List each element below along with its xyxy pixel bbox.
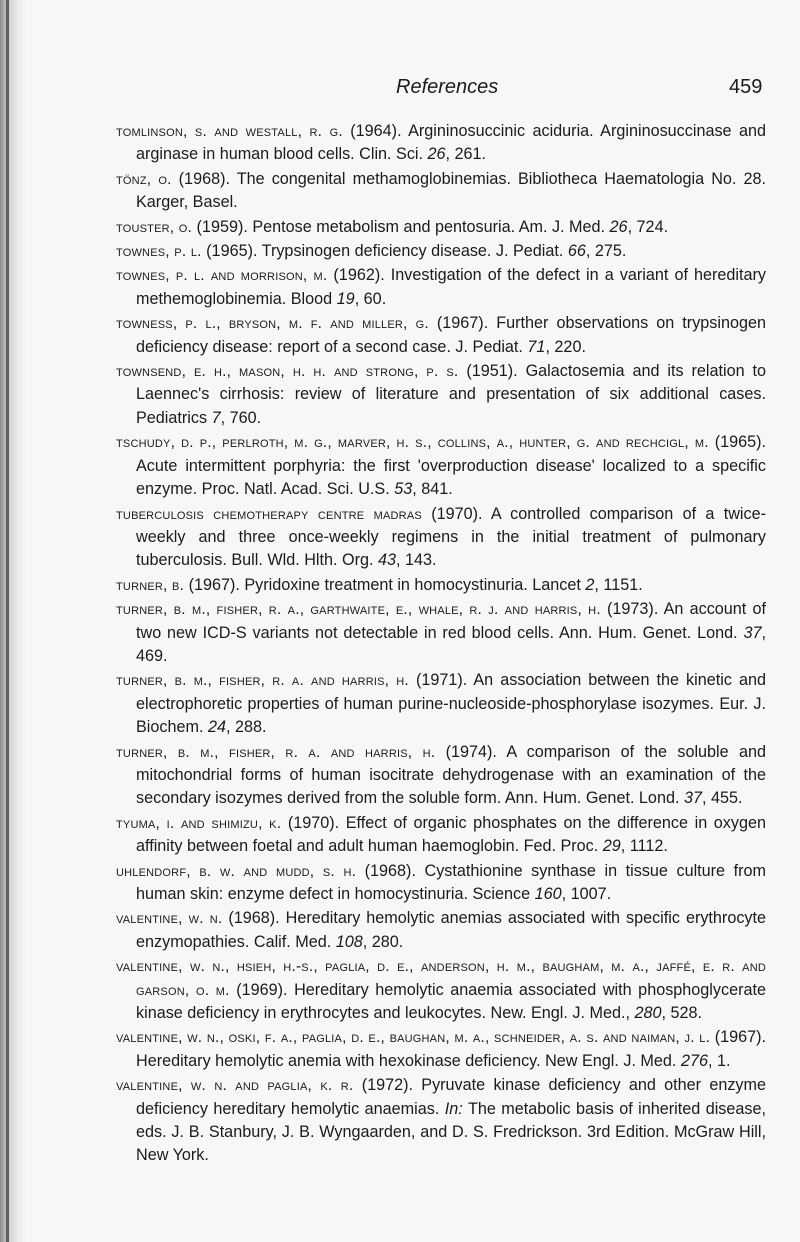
- reference-pages: , 1.: [707, 1051, 731, 1070]
- reference-authors: turner, b. m., fisher, r. a. and harris, h.: [116, 743, 436, 761]
- reference-authors: tönz, o.: [116, 170, 172, 188]
- reference-pages: , 220.: [545, 337, 586, 356]
- reference-authors: towness, p. l., bryson, m. f. and miller, g.: [116, 315, 429, 333]
- page-header: [0, 74, 800, 104]
- reference-volume: 66: [567, 242, 586, 261]
- reference-pages: , 469.: [136, 623, 766, 665]
- reference-entry: [116, 312, 766, 359]
- reference-entry: [116, 168, 766, 215]
- book-binding-shadow: [0, 0, 26, 1242]
- reference-volume: 280: [634, 1004, 662, 1023]
- reference-pages: The metabolic basis of inherited disease, eds. J. B. Stanbury, J. B. Wyngaarden, and D. S. Fredrickson. 3rd Edition. McGraw Hill, New York.: [136, 1099, 766, 1165]
- reference-volume: 26: [427, 145, 446, 164]
- reference-volume: 19: [336, 289, 355, 308]
- reference-entry: [116, 812, 766, 859]
- reference-text: (1964). Argininosuccinic aciduria. Argininosuccinase and arginase in human blood cells. Clin. Sci.: [136, 122, 766, 164]
- reference-pages: , 1151.: [594, 575, 643, 594]
- reference-entry: [116, 240, 766, 263]
- reference-entry: [116, 431, 766, 501]
- reference-authors: tuberculosis chemotherapy centre madras: [116, 505, 422, 523]
- reference-authors: valentine, w. n. and paglia, k. r.: [116, 1077, 354, 1095]
- reference-authors: uhlendorf, b. w. and mudd, s. h.: [116, 862, 357, 880]
- reference-authors: touster, o.: [116, 218, 193, 236]
- reference-pages: , 724.: [627, 217, 669, 236]
- reference-volume: 26: [609, 217, 628, 236]
- reference-entry: [116, 669, 766, 739]
- reference-volume: 29: [602, 837, 621, 856]
- reference-entry: [116, 574, 766, 597]
- reference-pages: , 528.: [661, 1004, 702, 1023]
- reference-volume: In:: [444, 1099, 463, 1118]
- reference-pages: , 760.: [220, 408, 262, 427]
- reference-volume: 160: [534, 885, 562, 903]
- reference-volume: 71: [527, 337, 546, 356]
- reference-pages: , 261.: [445, 145, 487, 164]
- page-number: 459: [729, 76, 763, 98]
- reference-text: (1969). Hereditary hemolytic anaemia associated with phosphoglycerate kinase deficiency in erythrocytes and leukocytes. New. Engl. J. Med.,: [136, 980, 766, 1023]
- reference-text: (1972). Pyruvate kinase deficiency and other enzyme deficiency hereditary hemolytic anaemias.: [136, 1076, 767, 1118]
- reference-authors: turner, b. m., fisher, r. a., garthwaite, e., whale, r. j. and harris, h.: [116, 601, 601, 619]
- running-head: References: [396, 76, 499, 98]
- reference-volume: 24: [207, 718, 226, 737]
- reference-entry: [116, 955, 766, 1025]
- reference-text: (1967). Hereditary hemolytic anemia with hexokinase deficiency. New Engl. J. Med.: [136, 1028, 767, 1070]
- reference-volume: 2: [585, 575, 595, 594]
- reference-text: (1965). Acute intermittent porphyria: the first 'overproduction disease' localized to a specific enzyme. Proc. Natl. Acad. Sci. U.S.: [136, 433, 766, 499]
- reference-volume: 37: [743, 623, 762, 642]
- reference-text: (1971). An association between the kinetic and electrophoretic properties of human purine-nucleoside-phosphorylase isozymes. Eur. J. Biochem.: [136, 671, 766, 737]
- reference-text: (1951). Galactosemia and its relation to Laennec's cirrhosis: review of literature and presentation of six additional cases. Pediatrics: [136, 362, 766, 427]
- reference-authors: valentine, w. n., hsieh, h.-s., paglia, d. e., anderson, h. m., baugham, m. a., jaffé, e. r. and garson, o. m.: [116, 958, 766, 999]
- reference-authors: turner, b. m., fisher, r. a. and harris, h.: [116, 672, 409, 690]
- reference-pages: , 288.: [226, 718, 267, 737]
- reference-pages: , 455.: [701, 789, 743, 808]
- reference-text: (1962). Investigation of the defect in a variant of hereditary methemoglobinemia. Blood: [136, 266, 766, 308]
- reference-entry: [116, 598, 766, 668]
- reference-pages: , 280.: [362, 932, 404, 951]
- reference-authors: tomlinson, s. and westall, r. g.: [116, 123, 343, 140]
- reference-volume: 37: [683, 789, 702, 808]
- reference-volume: 276: [680, 1051, 708, 1070]
- reference-text: (1968). Cystathionine synthase in tissue culture from human skin: enzyme defect in homocystinuria. Science: [136, 861, 766, 903]
- reference-authors: townsend, e. h., mason, h. h. and strong, p. s.: [116, 363, 459, 381]
- reference-text: (1970). A controlled comparison of a twice-weekly and three once-weekly regimens in the initial treatment of pulmonary tuberculosis. Bull. Wld. Hlth. Org.: [136, 504, 766, 570]
- reference-text: (1967). Pyridoxine treatment in homocystinuria. Lancet: [188, 575, 581, 594]
- reference-list: [116, 120, 766, 1169]
- reference-entry: [116, 1074, 766, 1168]
- reference-authors: townes, p. l. and morrison, m.: [116, 267, 328, 285]
- reference-authors: turner, b.: [116, 576, 185, 594]
- reference-entry: [116, 360, 766, 430]
- book-binding-edge: [6, 0, 9, 1242]
- reference-pages: , 60.: [354, 289, 387, 308]
- reference-pages: , 841.: [412, 480, 453, 499]
- reference-text: (1965). Trypsinogen deficiency disease. J. Pediat.: [206, 242, 564, 261]
- reference-pages: , 1112.: [620, 837, 668, 856]
- reference-text: (1968). The congenital methamoglobinemias. Bibliotheca Haematologia No. 28. Karger, Basel.: [136, 169, 766, 212]
- reference-pages: , 1007.: [561, 885, 612, 903]
- reference-text: (1968). Hereditary hemolytic anemias associated with specific erythrocyte enzymopathies. Calif. Med.: [136, 909, 767, 951]
- reference-volume: 43: [378, 551, 397, 570]
- reference-text: (1967). Further observations on trypsinogen deficiency disease: report of a second case. J. Pediat.: [136, 314, 766, 356]
- reference-entry: [116, 120, 766, 167]
- reference-text: (1974). A comparison of the soluble and mitochondrial forms of human isocitrate dehydrogenase with an examination of the secondary isozymes derived from the soluble form. Ann. Hum. Genet. Lond.: [136, 742, 766, 808]
- reference-entry: [116, 741, 766, 811]
- reference-entry: [116, 860, 766, 907]
- reference-authors: valentine, w. n.: [116, 910, 223, 928]
- reference-text: (1970). Effect of organic phosphates on the difference in oxygen affinity between foetal and adult human haemoglobin. Fed. Proc.: [136, 813, 766, 856]
- reference-volume: 53: [394, 480, 413, 499]
- reference-text: (1973). An account of two new ICD-S variants not detectable in red blood cells. Ann. Hum. Genet. Lond.: [136, 600, 766, 642]
- reference-authors: valentine, w. n., oski, f. a., paglia, d. e., baughan, m. a., schneider, a. s. and naiman, j. l.: [116, 1029, 711, 1047]
- reference-volume: 108: [335, 932, 363, 951]
- reference-pages: , 275.: [585, 242, 627, 261]
- reference-authors: tyuma, i. and shimizu, k.: [116, 814, 282, 832]
- reference-authors: tschudy, d. p., perlroth, m. g., marver, h. s., collins, a., hunter, g. and rechcigl, m.: [116, 434, 709, 452]
- reference-entry: [116, 1026, 766, 1073]
- reference-entry: [116, 907, 766, 954]
- reference-entry: [116, 216, 766, 239]
- reference-volume: 7: [211, 408, 221, 427]
- reference-text: (1959). Pentose metabolism and pentosuria. Am. J. Med.: [196, 217, 606, 236]
- reference-authors: townes, p. l.: [116, 243, 202, 261]
- reference-entry: [116, 264, 766, 311]
- reference-pages: , 143.: [396, 551, 437, 570]
- reference-entry: [116, 503, 766, 573]
